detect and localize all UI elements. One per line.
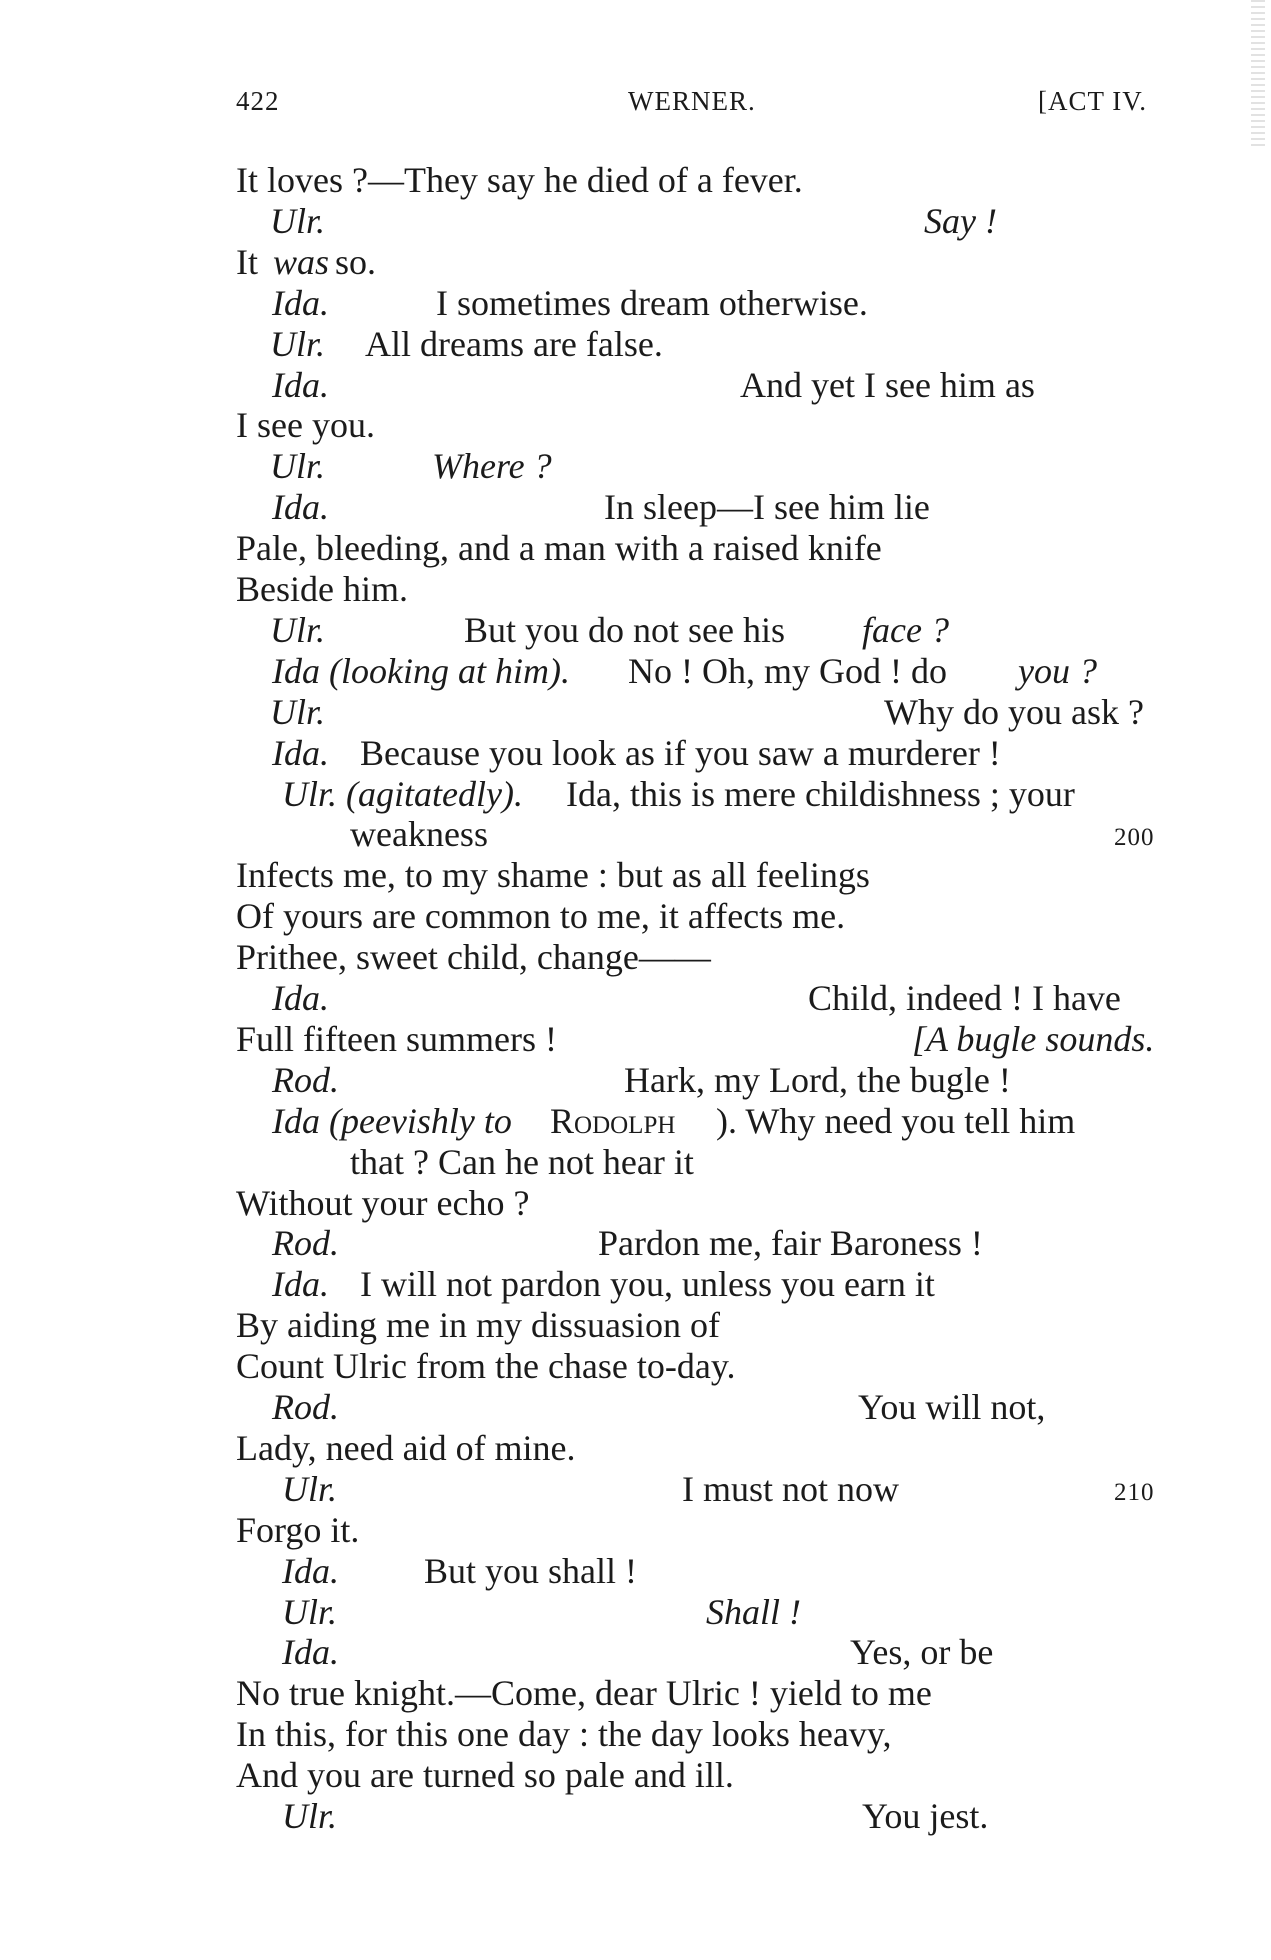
italic-text: Say !	[924, 200, 997, 241]
text-segment: It loves ?—They say he died of a fever.	[236, 160, 803, 200]
italic-text: Ida.	[282, 1550, 339, 1591]
italic-text: Ulr.	[270, 446, 326, 487]
italic-text: Ulr.	[270, 200, 326, 241]
text-segment: No true knight.—Come, dear Ulric ! yield to me	[236, 1673, 932, 1714]
italic-text: Rod.	[272, 1223, 339, 1264]
text-line	[0, 487, 1271, 527]
text-line	[0, 733, 1271, 773]
text-segment: Ida, this is mere childishness ; your	[566, 773, 1075, 814]
text-segment: Why do you ask ?	[884, 691, 1144, 732]
text-segment: Prithee, sweet child, change——	[236, 937, 711, 978]
text-segment: Count Ulric from the chase to-day.	[236, 1346, 736, 1387]
text-segment: so.	[335, 241, 377, 282]
text-line	[0, 1101, 1271, 1141]
text-segment: Without your echo ?	[236, 1182, 530, 1223]
text-line	[0, 528, 1271, 568]
italic-text: Ida.	[272, 1264, 329, 1305]
text-line	[0, 1632, 1271, 1672]
italic-text: Rod.	[272, 1059, 339, 1100]
text-segment: Full fifteen summers !	[236, 1018, 557, 1059]
italic-text: Ida.	[272, 282, 329, 323]
text-segment: And yet I see him as	[740, 364, 1035, 405]
text-segment: In this, for this one day : the day looks heavy,	[236, 1714, 892, 1755]
text-segment: In sleep—I see him lie	[604, 487, 930, 528]
text-line	[0, 978, 1271, 1018]
italic-text: Ulr.	[282, 1468, 338, 1509]
text-line	[0, 1346, 1271, 1386]
italic-text: Ulr.	[270, 323, 326, 364]
text-line	[0, 610, 1271, 650]
text-line	[0, 569, 1271, 609]
italic-text: Shall !	[706, 1591, 801, 1632]
italic-text: Ulr.	[270, 691, 326, 732]
text-line	[0, 651, 1271, 691]
text-segment: Lady, need aid of mine.	[236, 1427, 576, 1468]
text-line	[0, 855, 1271, 895]
italic-text: Ida.	[272, 364, 329, 405]
text-segment: I sometimes dream otherwise.	[436, 282, 868, 323]
text-line	[0, 896, 1271, 936]
italic-text: [A bugle sounds.	[912, 1018, 1155, 1059]
text-line	[0, 1551, 1271, 1591]
text-line	[0, 774, 1271, 814]
text-line	[0, 283, 1271, 323]
italic-text: face ?	[862, 609, 949, 650]
page-number: 422	[236, 86, 280, 116]
text-line	[0, 692, 1271, 732]
text-segment: Forgo it.	[236, 1509, 360, 1550]
text-line	[0, 1592, 1271, 1632]
text-line	[0, 365, 1271, 405]
text-line	[0, 937, 1271, 977]
text-segment: Infects me, to my shame : but as all feelings	[236, 855, 870, 896]
text-line	[0, 1387, 1271, 1427]
line-number: 200	[1114, 824, 1155, 852]
italic-text: Ida.	[272, 487, 329, 528]
italic-text: Ida (looking at him).	[272, 650, 570, 691]
italic-text: Ulr. (agitatedly).	[282, 773, 523, 814]
text-line	[0, 201, 1271, 241]
text-segment: Rodolph	[550, 1100, 676, 1141]
text-line	[0, 1714, 1271, 1754]
text-line	[0, 1673, 1271, 1713]
text-line	[0, 446, 1271, 486]
text-segment: It	[236, 241, 258, 282]
text-line	[0, 242, 1271, 282]
text-line	[0, 814, 1271, 854]
text-segment: Because you look as if you saw a murderer !	[360, 732, 1001, 773]
italic-text: Ulr.	[282, 1591, 338, 1632]
text-line	[0, 1019, 1271, 1059]
text-segment: All dreams are false.	[365, 323, 663, 364]
italic-text: you ?	[1018, 650, 1097, 691]
line-number: 210	[1114, 1478, 1155, 1506]
italic-text: Ulr.	[270, 609, 326, 650]
text-segment: Child, indeed ! I have	[808, 978, 1121, 1018]
italic-text: Rod.	[272, 1387, 339, 1427]
text-line	[0, 1060, 1271, 1100]
text-segment: Beside him.	[236, 569, 408, 609]
text-line	[0, 1223, 1271, 1263]
italic-text: was	[273, 241, 330, 282]
text-line	[0, 1510, 1271, 1550]
text-segment: Pardon me, fair Baroness !	[598, 1223, 983, 1264]
text-segment: But you do not see his	[464, 609, 785, 650]
text-line	[0, 1428, 1271, 1468]
text-segment: that ? Can he not hear it	[350, 1141, 694, 1182]
text-line	[0, 1469, 1271, 1509]
text-segment: You jest.	[862, 1796, 989, 1836]
running-title: WERNER.	[628, 86, 756, 116]
text-segment: Of yours are common to me, it affects me.	[236, 896, 846, 937]
italic-text: Ida.	[282, 1632, 339, 1673]
text-segment: Hark, my Lord, the bugle !	[624, 1059, 1011, 1100]
text-line	[0, 324, 1271, 364]
text-line	[0, 1796, 1271, 1836]
italic-text: Ida.	[272, 978, 329, 1018]
text-segment: I will not pardon you, unless you earn it	[360, 1264, 935, 1305]
text-segment: weakness	[350, 814, 488, 855]
text-segment: ). Why need you tell him	[716, 1100, 1076, 1141]
page-edge-texture	[1251, 0, 1265, 150]
text-segment: And you are turned so pale and ill.	[236, 1755, 734, 1796]
text-line	[0, 1755, 1271, 1795]
text-segment: I see you.	[236, 405, 375, 446]
text-segment: Pale, bleeding, and a man with a raised knife	[236, 528, 882, 569]
italic-text: Ida (peevishly to	[272, 1100, 512, 1141]
text-segment: Yes, or be	[850, 1632, 994, 1673]
text-line	[0, 1305, 1271, 1345]
text-line	[0, 1142, 1271, 1182]
section-label: [ACT IV.	[1038, 86, 1148, 116]
italic-text: Ida.	[272, 732, 329, 773]
text-segment: You will not,	[858, 1387, 1046, 1427]
italic-text: Ulr.	[282, 1796, 338, 1836]
text-segment: But you shall !	[424, 1550, 637, 1591]
text-segment: By aiding me in my dissuasion of	[236, 1305, 720, 1346]
text-segment: No ! Oh, my God ! do	[628, 650, 947, 691]
text-line	[0, 405, 1271, 445]
text-line	[0, 160, 1271, 200]
italic-text: Where ?	[432, 446, 552, 487]
text-line	[0, 1264, 1271, 1304]
text-line	[0, 1183, 1271, 1223]
text-segment: I must not now	[682, 1468, 900, 1509]
